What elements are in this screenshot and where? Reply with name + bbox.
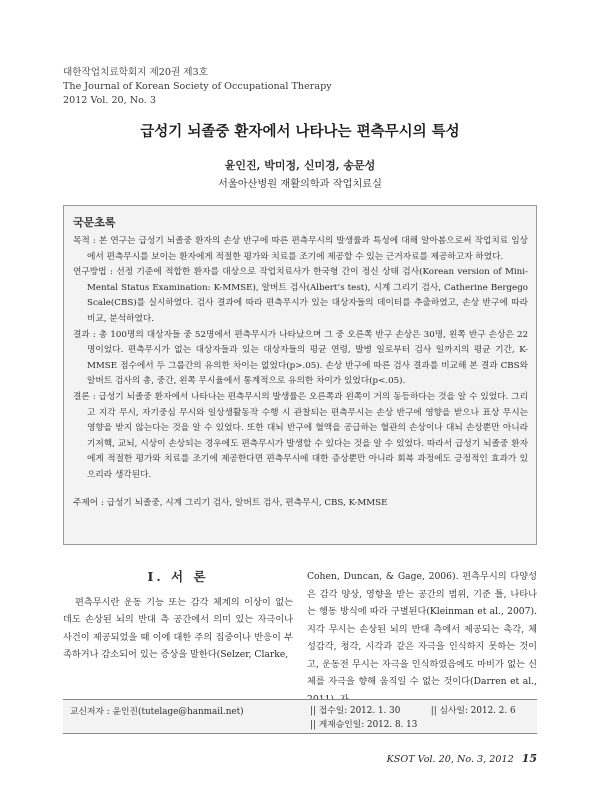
section-heading-introduction: Ⅰ. 서 론 xyxy=(147,569,209,584)
correspondence-box xyxy=(63,699,537,734)
body-column-left xyxy=(63,568,293,664)
corresponding-author: 교신저자 : 윤인진(tutelage@hanmail.net) xyxy=(70,707,244,717)
journal-english-name: The Journal of Korean Society of Occupational Therapy xyxy=(63,81,332,92)
accepted-date: || 게재승인일: 2012. 8. 13 xyxy=(310,720,418,730)
affiliation: 서울아산병원 재활의학과 작업치료실 xyxy=(218,179,382,190)
body-paragraph-right: Cohen, Duncan, & Gage, 2006). 편측무시의 다양성은 감각 양상, 영향을 받는 공간의 범위, 기준 틀, 나타나는 행동 방식에 따라 구별된다(Kleinman et al., 2007). 지각 무시는 손상된 뇌의 반대 측에서 제공되는 촉각, 체성감각, 청각, 시각과 같은 자극을 인식하지 못하는 것이고, 운동전 무시는 자극을 인식하였음에도 마비가 없는 신체를 자극을 향해 움직일 수 없는 것이다(Darren et al., xyxy=(307,571,537,687)
received-date: || 접수일: 2012. 1. 30 xyxy=(310,706,401,716)
abstract-results: 결과 : 총 100명의 대상자들 중 52명에서 편측무시가 나타났으며 그 중 오른쪽 반구 손상은 30명, 왼쪽 반구 손상은 22명이었다. 편측무시가 없는 대상자들과 있는 대상자들의 평균 연령, 발병 일로부터 검사 일까지의 평균 기간, K-MMSE 점수에서 두 그룹간의 유의한 차이는 없었다(p>.05). 손상 반구에 따른 검사 결과를 비교해 본 결과 CBS와 알버트 검사의 총, 중간, 왼쪽 무시율에서 통계적으로 유의한 차이가 있었다(p<.05). xyxy=(73,329,528,387)
abstract-heading: 국문초록 xyxy=(73,216,116,229)
body-column-right xyxy=(307,568,537,708)
abstract-conclusion: 결론 : 급성기 뇌졸중 환자에서 나타나는 편측무시의 발생률은 오른쪽과 왼쪽이 거의 동등하다는 것을 알 수 있었다. 그리고 지각 무시, 자기중심 무시와 일상생활동작 수행 시 관찰되는 편측무시는 손상 반구에 영향을 받으나 표상 무시는 영향을 받지 않는다는 것을 알 수 있었다. 또한 대뇌 반구에 혈액을 공급하는 혈관의 손상이나 대뇌 손상뿐만 아니라 기저핵, 교뇌, 시상이 손상되는 경우에도 편측무시가 발생할 수 있다는 것을 알 수 있었다. 따라서 급성기 뇌졸중 환자에게 적절한 평가와 치료를 조기에 제공한다면 편측무시에 대한 증상뿐만 아니라 회복 과정에도 긍정적인 효과가 있으리라 생각된다. xyxy=(73,391,528,480)
journal-volume: 2012 Vol. 20, No. 3 xyxy=(63,95,156,106)
reviewed-date: || 심사일: 2012. 2. 6 xyxy=(430,706,516,716)
abstract-keywords: 주제어 : 급성기 뇌졸중, 시계 그리기 검사, 알버트 검사, 편측무시, CBS, K-MMSE xyxy=(73,497,388,508)
author-list: 윤인진, 박미정, 신미경, 송문성 xyxy=(224,159,376,172)
running-footer xyxy=(387,752,537,765)
abstract-methods: 연구방법 : 선정 기준에 적합한 환자를 대상으로 작업치료사가 한국형 간이 정신 상태 검사(Korean version of Mini-Mental Status Examination: K-MMSE), 알버트 검사(Albert’s test), 시계 그리기 검사, Catherine Bergego Scale(CBS)를 실시하였다. 검사 결과에 따라 편측무시가 있는 대상자들의 데이터를 추출하였고, 손상 반구에 따라 비교, 분석하였다. xyxy=(73,267,528,324)
journal-korean-name: 대한작업치료학회지 제20권 제3호 xyxy=(63,67,208,78)
abstract-box xyxy=(63,205,537,545)
abstract-purpose: 목적 : 본 연구는 급성기 뇌졸중 환자의 손상 반구에 따른 편측무시의 발생률과 특성에 대해 알아봄으로써 작업치료 임상에서 편측무시를 보이는 환자에게 적절한 평가와 치료를 조기에 제공할 수 있는 근거자료를 제공하고자 하였다. xyxy=(73,236,528,262)
page-number: 15 xyxy=(521,752,537,765)
body-paragraph-left: 편측무시란 운동 기능 또는 감각 체계의 이상이 없는 데도 손상된 뇌의 반대 측 공간에서 의미 있는 자극이나 사건이 제공되었을 때 이에 대한 주의 집중이나 반응이 부족하거나 감소되어 있는 증상을 말한다(Selzer, Clarke, xyxy=(63,596,293,660)
submission-dates xyxy=(310,704,516,732)
paper-title: 급성기 뇌졸중 환자에서 나타나는 편측무시의 특성 xyxy=(140,123,460,140)
running-footer-text: KSOT Vol. 20, No. 3, 2012 xyxy=(386,754,514,765)
journal-header xyxy=(63,66,332,108)
